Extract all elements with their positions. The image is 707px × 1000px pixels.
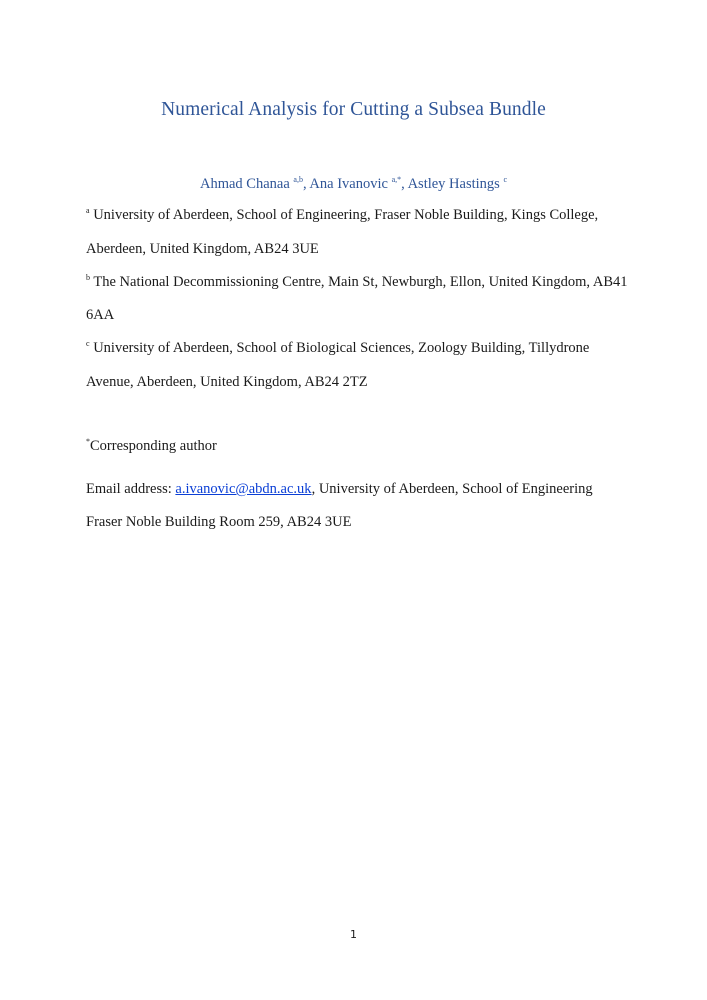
- affiliation-b-line2: 6AA: [86, 307, 115, 323]
- affiliation-a-line1: [86, 207, 598, 224]
- affiliation-marker: b: [86, 273, 90, 282]
- affiliation-text: University of Aberdeen, School of Biological Sciences, Zoology Building, Tillydrone: [89, 340, 590, 356]
- page-number: 1: [350, 928, 357, 941]
- affiliation-text: The National Decommissioning Centre, Main St, Newburgh, Ellon, United Kingdom, AB41: [90, 274, 628, 290]
- author-affiliation-marker: a,b: [293, 175, 303, 184]
- affiliation-b-line1: [86, 274, 628, 291]
- contact-email-line: [86, 481, 593, 498]
- author-list: [0, 176, 707, 193]
- author-affiliation-marker: a,*: [391, 175, 402, 184]
- corresponding-label: Corresponding author: [90, 438, 217, 454]
- corresponding-author-note: [86, 438, 217, 455]
- author-separator: ,: [302, 176, 310, 192]
- author-name: Ana Ivanovic: [309, 176, 388, 192]
- author-name: Astley Hastings: [407, 176, 500, 192]
- email-link[interactable]: a.ivanovic@abdn.ac.uk: [175, 481, 312, 497]
- email-prefix: Email address:: [86, 481, 176, 497]
- corresponding-marker: *: [86, 437, 90, 446]
- affiliation-c-line1: [86, 340, 589, 357]
- author-name: Ahmad Chanaa: [199, 176, 290, 192]
- author-affiliation-marker: c: [503, 175, 507, 184]
- affiliation-marker: c: [86, 339, 90, 348]
- paper-title: Numerical Analysis for Cutting a Subsea Bundle: [161, 99, 546, 120]
- affiliation-text: University of Aberdeen, School of Engineering, Fraser Noble Building, Kings College,: [89, 207, 599, 223]
- contact-address-line: Fraser Noble Building Room 259, AB24 3UE: [86, 514, 352, 530]
- affiliation-a-line2: Aberdeen, United Kingdom, AB24 3UE: [86, 241, 319, 257]
- affiliation-marker: a: [86, 206, 90, 215]
- affiliation-c-line2: Avenue, Aberdeen, United Kingdom, AB24 2TZ: [86, 374, 368, 390]
- email-suffix: , University of Aberdeen, School of Engineering: [311, 481, 593, 497]
- author-separator: ,: [401, 176, 408, 192]
